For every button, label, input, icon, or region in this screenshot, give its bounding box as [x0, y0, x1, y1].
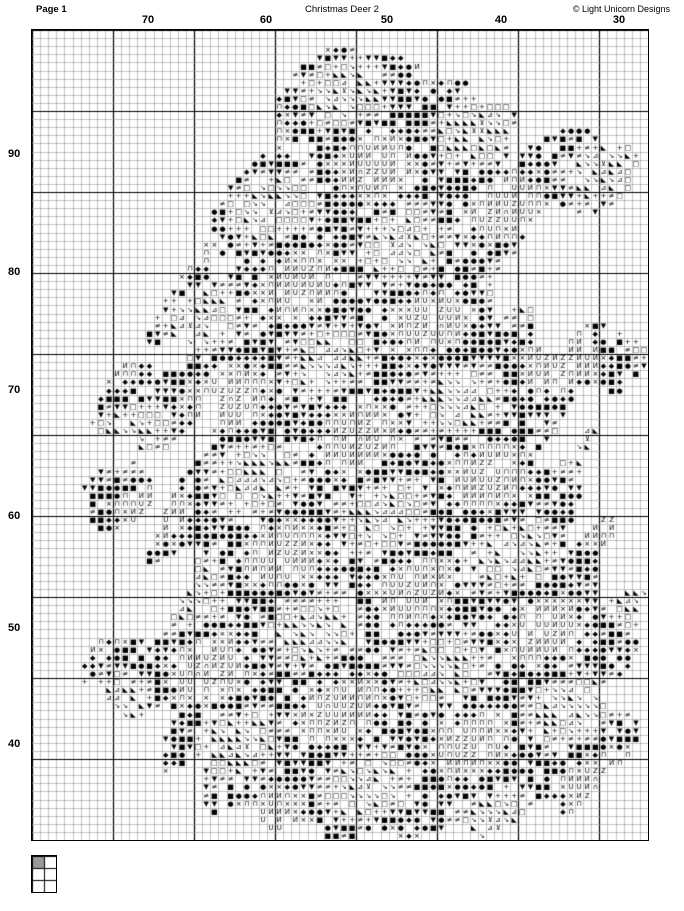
document-title: Christmas Deer 2	[305, 4, 379, 15]
column-number: 30	[612, 14, 626, 26]
row-number: 50	[8, 622, 21, 634]
column-number: 40	[494, 14, 508, 26]
cross-stitch-chart	[31, 29, 649, 841]
key-canvas	[32, 856, 56, 892]
page-label: Page 1	[36, 4, 67, 15]
row-number: 90	[8, 148, 21, 160]
column-number: 70	[141, 14, 155, 26]
row-number: 60	[8, 510, 21, 522]
row-number: 40	[8, 738, 21, 750]
row-number: 80	[8, 266, 21, 278]
column-number-axis	[0, 14, 684, 28]
column-number: 60	[259, 14, 273, 26]
column-number: 50	[380, 14, 394, 26]
legend-key-swatch	[31, 855, 57, 893]
row-number: 70	[8, 384, 21, 396]
copyright-notice: © Light Unicorn Designs	[572, 4, 670, 14]
chart-canvas	[32, 30, 648, 840]
